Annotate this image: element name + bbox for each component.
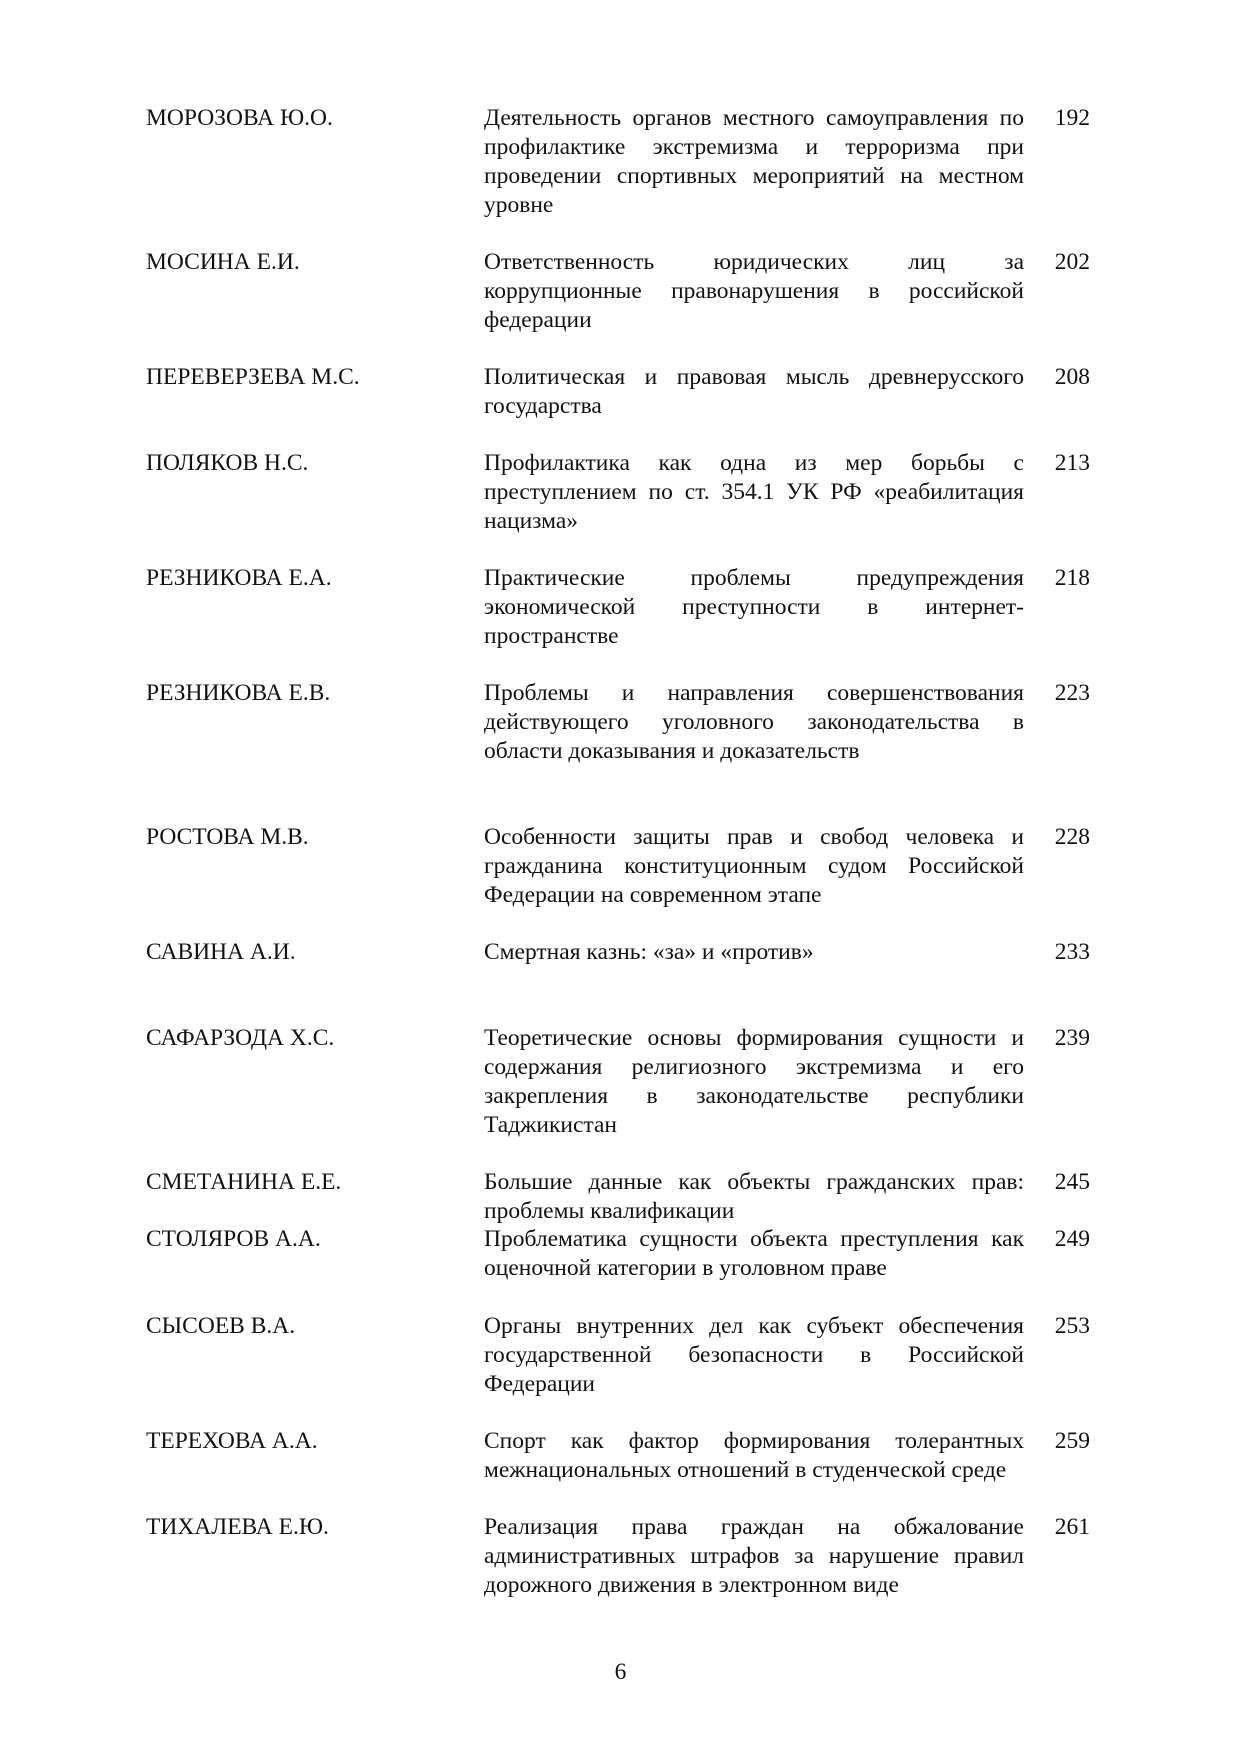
entry-author: СЫСОЕВ В.А. <box>146 1313 296 1339</box>
entry-title: Ответственность юридических лиц за коррупционные правонарушения в российской федерации <box>484 249 1024 333</box>
entry-author: ТЕРЕХОВА А.А. <box>146 1428 318 1454</box>
entry-title: Проблематика сущности объекта преступления как оценочной категории в уголовном праве <box>484 1226 1024 1281</box>
entry-author: РОСТОВА М.В. <box>146 824 309 850</box>
entry-page: 192 <box>1054 105 1090 131</box>
entry-page: 208 <box>1054 364 1090 390</box>
page-number: 6 <box>614 1659 627 1685</box>
entry-page: 259 <box>1054 1428 1090 1454</box>
entry-page: 223 <box>1054 680 1090 706</box>
entry-title: Спорт как фактор формирования толерантных межнациональных отношений в студенческой среде <box>484 1428 1024 1483</box>
entry-author: РЕЗНИКОВА Е.А. <box>146 565 332 591</box>
entry-title: Органы внутренних дел как субъект обеспечения государственной безопасности в Российской Федерации <box>484 1313 1024 1397</box>
entry-page: 261 <box>1054 1514 1090 1540</box>
entry-author: ТИХАЛЕВА Е.Ю. <box>146 1514 329 1540</box>
entry-page: 218 <box>1054 565 1090 591</box>
entry-page: 213 <box>1054 450 1090 476</box>
entry-page: 253 <box>1054 1313 1090 1339</box>
entry-page: 249 <box>1054 1226 1090 1252</box>
entry-title: Реализация права граждан на обжалование административных штрафов за нарушение правил дорожного движения в электронном виде <box>484 1514 1024 1598</box>
entry-author: СМЕТАНИНА Е.Е. <box>146 1169 342 1195</box>
entry-title: Практические проблемы предупреждения экономической преступности в интернет-пространстве <box>484 565 1024 649</box>
entry-author: ПОЛЯКОВ Н.С. <box>146 450 309 476</box>
entry-page: 245 <box>1054 1169 1090 1195</box>
entry-page: 233 <box>1054 939 1090 965</box>
entry-author: САВИНА А.И. <box>146 939 296 965</box>
entry-author: САФАРЗОДА Х.С. <box>146 1025 335 1051</box>
entry-author: МОСИНА Е.И. <box>146 249 300 275</box>
entry-title: Проблемы и направления совершенствования действующего уголовного законодательства в области доказывания и доказательств <box>484 680 1024 764</box>
entry-title: Политическая и правовая мысль древнерусского государства <box>484 364 1024 419</box>
entry-page: 202 <box>1054 249 1090 275</box>
entry-author: РЕЗНИКОВА Е.В. <box>146 680 331 706</box>
entry-title: Особенности защиты прав и свобод человека и гражданина конституционным судом Российской Федерации на современном этапе <box>484 824 1024 908</box>
entry-title: Профилактика как одна из мер борьбы с преступлением по ст. 354.1 УК РФ «реабилитация нацизма» <box>484 450 1024 534</box>
entry-title: Теоретические основы формирования сущности и содержания религиозного экстремизма и его закрепления в законодательстве республики Таджикистан <box>484 1025 1024 1138</box>
entry-author: МОРОЗОВА Ю.О. <box>146 105 333 131</box>
entry-page: 239 <box>1054 1025 1090 1051</box>
entry-title: Деятельность органов местного самоуправления по профилактике экстремизма и терроризма при проведении спортивных мероприятий на местном уровне <box>484 105 1024 218</box>
entry-title: Смертная казнь: «за» и «против» <box>484 939 814 965</box>
entry-page: 228 <box>1054 824 1090 850</box>
entry-author: ПЕРЕВЕРЗЕВА М.С. <box>146 364 360 390</box>
entry-author: СТОЛЯРОВ А.А. <box>146 1226 321 1252</box>
entry-title: Большие данные как объекты гражданских прав: проблемы квалификации <box>484 1169 1024 1224</box>
